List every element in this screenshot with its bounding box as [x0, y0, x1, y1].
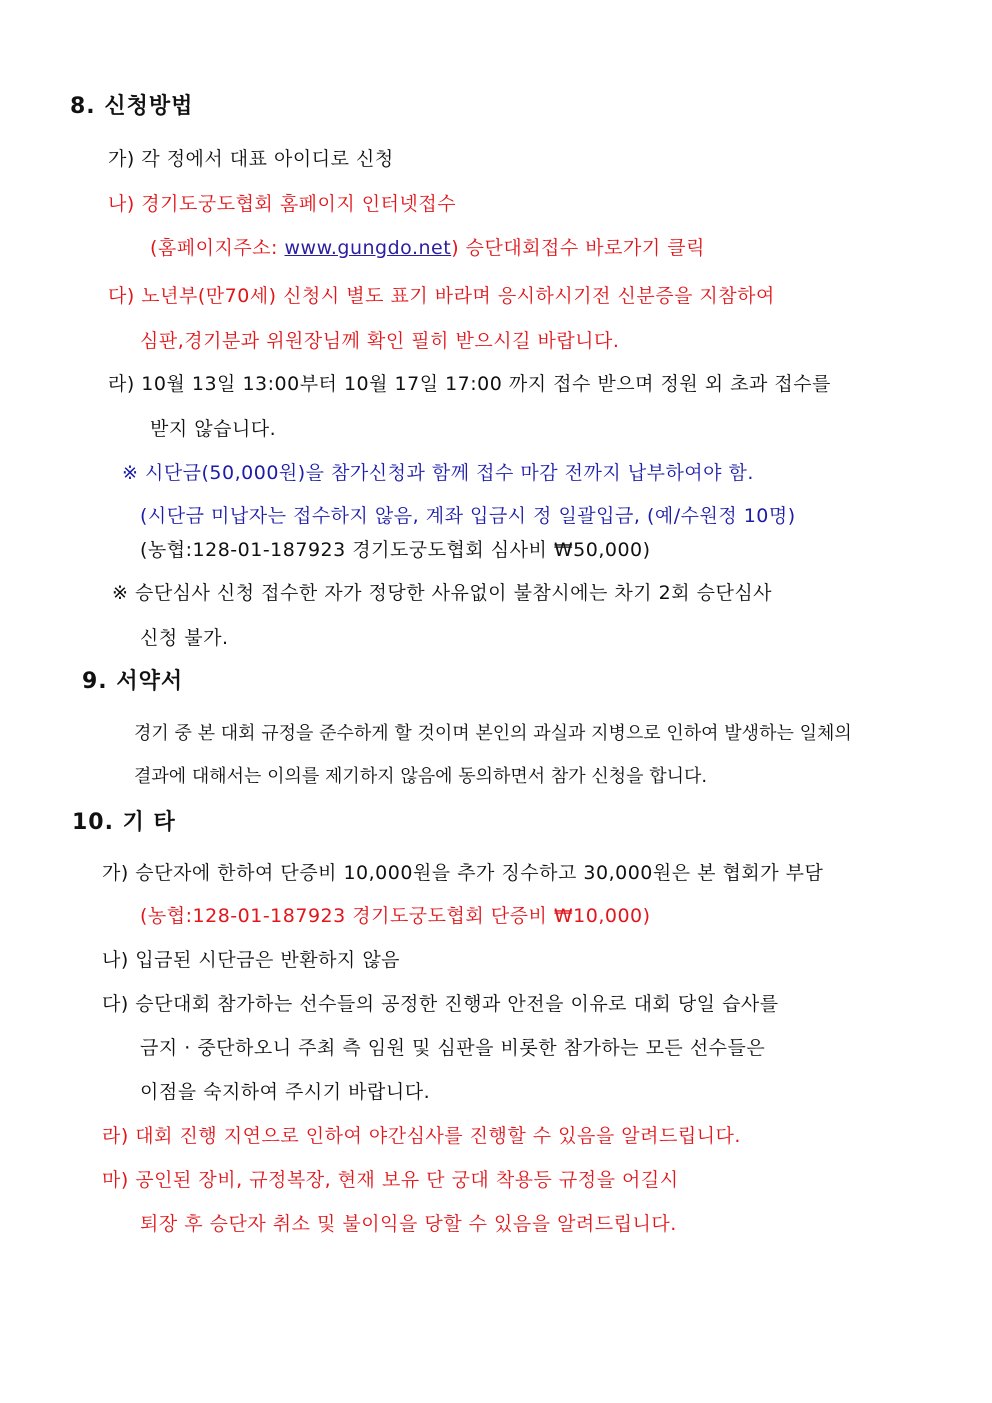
s10-item-e-line2: 퇴장 후 승단자 취소 및 불이익을 당할 수 있음을 알려드립니다. [140, 1213, 677, 1235]
s9-pledge-line2: 결과에 대해서는 이의를 제기하지 않음에 동의하면서 참가 신청을 합니다. [134, 766, 708, 787]
s9-pledge-line1: 경기 중 본 대회 규정을 준수하게 할 것이며 본인의 과실과 지병으로 인하여 발생하는 일체의 [134, 723, 852, 744]
s8-note-account: (농협:128-01-187923 경기도궁도협회 심사비 ₩50,000) [140, 539, 651, 561]
s8-item-c-line2: 심판,경기분과 위원장님께 확인 필히 받으시길 바랍니다. [140, 330, 620, 352]
s10-item-e-line1: 마) 공인된 장비, 규정복장, 현재 보유 단 궁대 착용등 규정을 어길시 [102, 1169, 679, 1191]
section-9-title: 9. 서약서 [82, 669, 184, 694]
section-8-title: 8. 신청방법 [70, 94, 194, 119]
s8-item-b-address [150, 236, 705, 260]
s8-item-a: 가) 각 정에서 대표 아이디로 신청 [108, 148, 394, 170]
s10-item-c-line2: 금지 · 중단하오니 주최 측 임원 및 심판을 비롯한 참가하는 모든 선수들은 [140, 1037, 766, 1059]
s8-item-c-line1: 다) 노년부(만70세) 신청시 별도 표기 바라며 응시하시기전 신분증을 지참하여 [108, 285, 775, 307]
s8-note-absence-line2: 신청 불가. [140, 627, 229, 649]
s10-item-c-line1: 다) 승단대회 참가하는 선수들의 공정한 진행과 안전을 이유로 대회 당일 습사를 [102, 993, 779, 1015]
s8-note-fee-detail: (시단금 미납자는 접수하지 않음, 계좌 입금시 정 일괄입금, (예/수원정 10명) [140, 505, 796, 527]
section-10-title: 10. 기 타 [72, 810, 176, 835]
s8-item-d-line2: 받지 않습니다. [150, 418, 277, 440]
s8-note-fee: ※ 시단금(50,000원)을 참가신청과 함께 접수 마감 전까지 납부하여야 함. [122, 462, 754, 484]
s10-item-a-account: (농협:128-01-187923 경기도궁도협회 단증비 ₩10,000) [140, 905, 651, 927]
address-suffix: ) 승단대회접수 바로가기 클릭 [451, 237, 705, 259]
s10-item-a: 가) 승단자에 한하여 단증비 10,000원을 추가 징수하고 30,000원은 본 협회가 부담 [102, 862, 824, 884]
s8-note-absence-line1: ※ 승단심사 신청 접수한 자가 정당한 사유없이 불참시에는 차기 2회 승단심사 [112, 582, 773, 604]
homepage-link[interactable]: www.gungdo.net [284, 237, 452, 259]
s8-item-b: 나) 경기도궁도협회 홈페이지 인터넷접수 [108, 193, 457, 215]
address-prefix: (홈페이지주소: [150, 237, 285, 259]
s10-item-b: 나) 입금된 시단금은 반환하지 않음 [102, 949, 401, 971]
s10-item-c-line3: 이점을 숙지하여 주시기 바랍니다. [140, 1081, 431, 1103]
s8-item-d-line1: 라) 10월 13일 13:00부터 10월 17일 17:00 까지 접수 받으며 정원 외 초과 접수를 [108, 373, 831, 395]
s10-item-d: 라) 대회 진행 지연으로 인하여 야간심사를 진행할 수 있음을 알려드립니다. [102, 1125, 741, 1147]
